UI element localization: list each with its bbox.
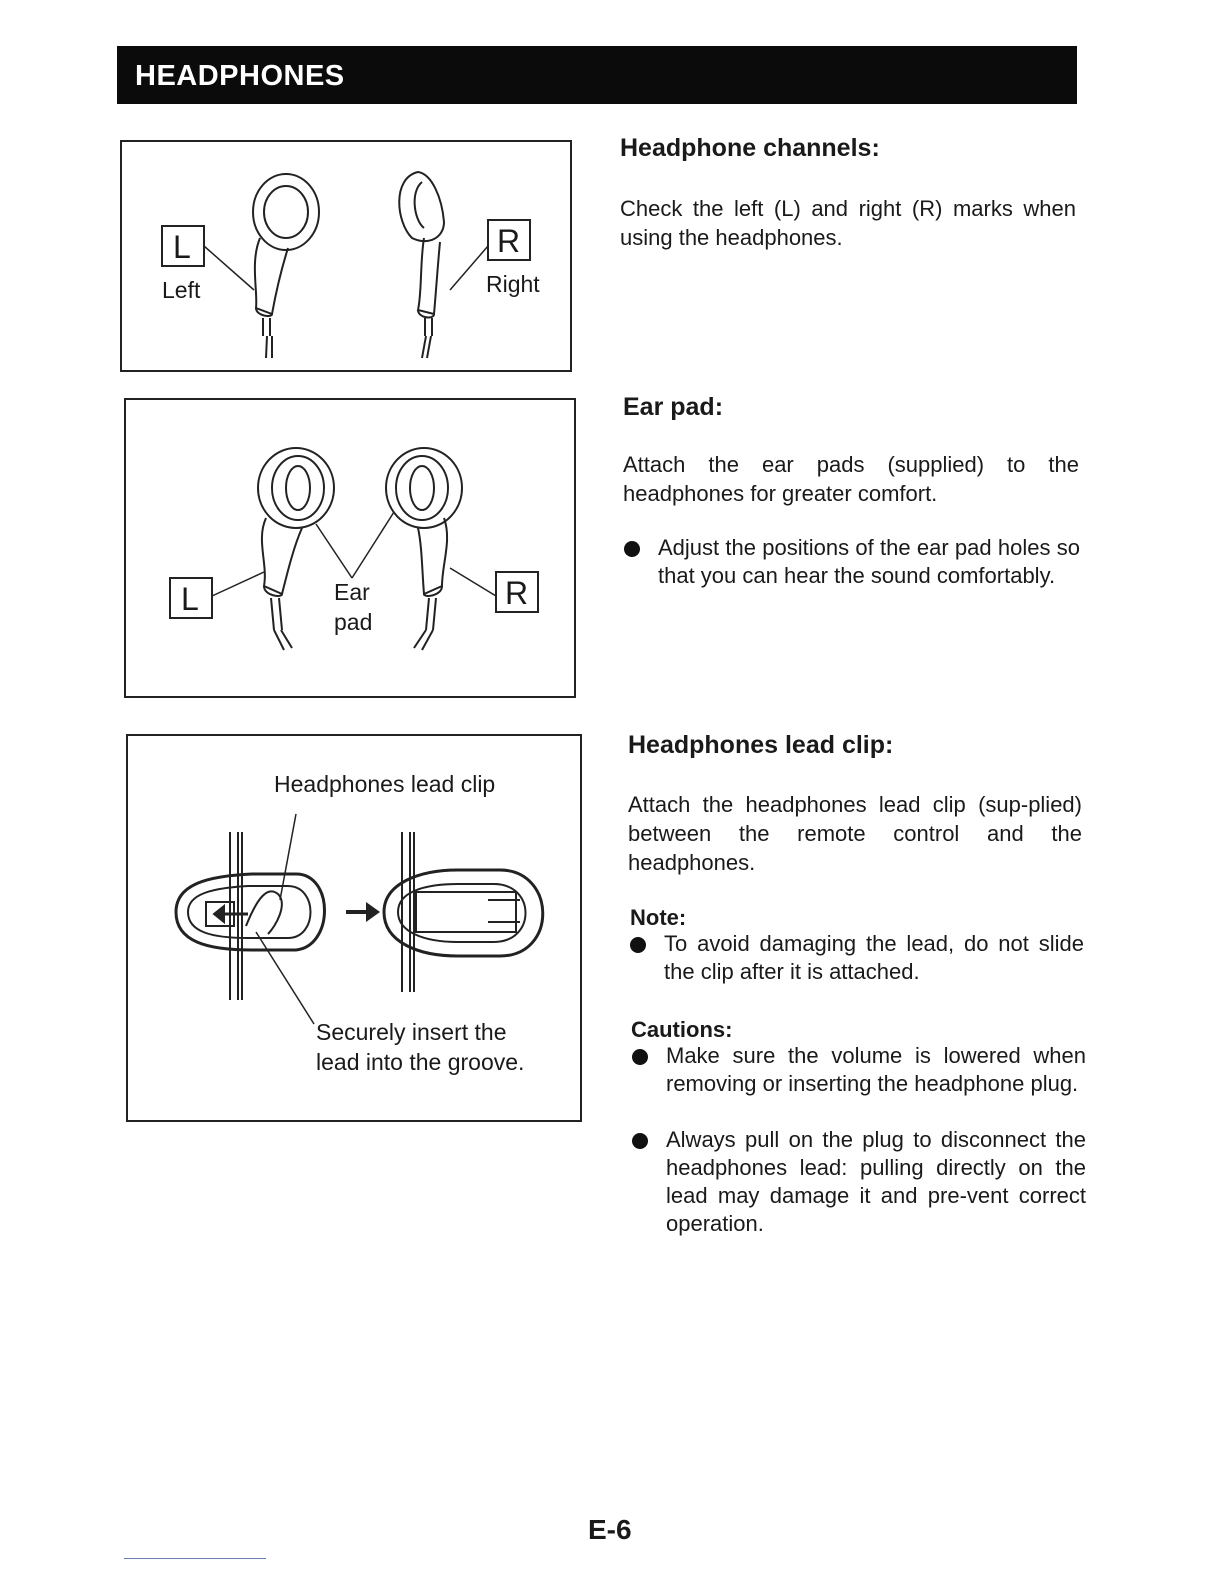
ear-pad-illustration [126, 400, 574, 696]
caution-bullet: Make sure the volume is lowered when removing or inserting the headphone plug. [630, 1042, 1086, 1098]
ear-pad-left-mark: L [181, 581, 199, 617]
right-earphone-icon [399, 172, 444, 358]
page-number: E-6 [588, 1514, 632, 1545]
note-heading: Note: [630, 905, 687, 930]
footer-rule [124, 1558, 266, 1559]
lead-clip-open-icon [176, 832, 325, 1000]
figure-ear-pad [124, 398, 576, 698]
headphone-channels-heading: Headphone channels: [620, 134, 880, 162]
bullet-dot-icon [632, 1049, 648, 1065]
left-earphone-icon [253, 174, 319, 358]
bullet-dot-icon [624, 541, 640, 557]
figure-headphone-channels [120, 140, 572, 372]
right-label: Right [486, 271, 540, 297]
left-label: Left [162, 277, 201, 303]
headphones-lr-illustration [122, 142, 570, 370]
section-title: HEADPHONES [135, 60, 345, 92]
ear-pad-label-line1: Ear [334, 579, 370, 605]
figure-lead-clip [126, 734, 582, 1122]
ear-pad-label-line2: pad [334, 609, 373, 635]
lead-clip-note-line1: Securely insert the [316, 1019, 507, 1045]
bullet-dot-icon [630, 937, 646, 953]
cautions-heading: Cautions: [631, 1017, 733, 1042]
caution-bullet: Always pull on the plug to disconnect the headphones lead: pulling directly on the lead may damage it and pre-vent correct operation. [630, 1126, 1086, 1238]
lead-clip-closed-icon [384, 832, 543, 992]
lead-clip-text: Attach the headphones lead clip (sup-plied) between the remote control and the headphones. [628, 792, 1082, 875]
headphone-channels-text: Check the left (L) and right (R) marks when using the headphones. [620, 196, 1076, 250]
ear-pad-right-mark: R [505, 575, 529, 611]
ear-pad-bullet: Adjust the positions of the ear pad holes so that you can hear the sound comfortably. [622, 534, 1080, 590]
right-mark: R [497, 223, 521, 259]
lead-clip-note-line2: lead into the groove. [316, 1049, 525, 1075]
left-mark: L [173, 229, 191, 265]
lead-clip-heading: Headphones lead clip: [628, 731, 894, 759]
note-bullet: To avoid damaging the lead, do not slide the clip after it is attached. [628, 930, 1084, 986]
ear-pad-text: Attach the ear pads (supplied) to the headphones for greater comfort. [623, 452, 1079, 506]
left-ear-pad-icon [258, 448, 334, 650]
section-header-bar [117, 46, 1077, 104]
lead-clip-illustration [128, 736, 580, 1120]
right-ear-pad-icon [386, 448, 462, 650]
ear-pad-heading: Ear pad: [623, 393, 724, 421]
bullet-dot-icon [632, 1133, 648, 1149]
lead-clip-title: Headphones lead clip [274, 771, 496, 797]
